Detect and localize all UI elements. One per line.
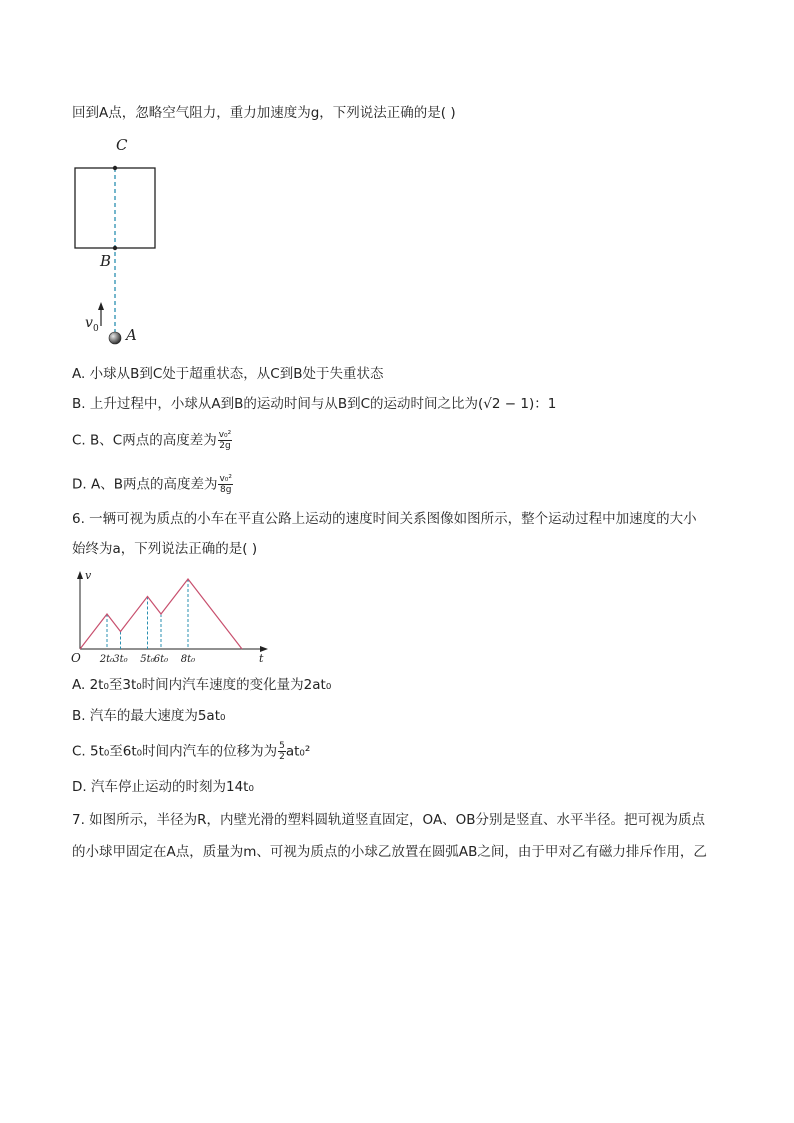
q5-option-c [72, 430, 232, 451]
q5-option-a: A. 小球从B到C处于超重状态，从C到B处于失重状态 [72, 366, 384, 382]
label-a: A [126, 326, 137, 344]
q6-option-d: D. 汽车停止运动的时刻为14t₀ [72, 779, 254, 795]
q7-line2: 的小球甲固定在A点，质量为m、可视为质点的小球乙放置在圆弧AB之间，由于甲对乙有磁力排斥作用，乙 [72, 844, 707, 860]
q5-option-d-text: D. A、B两点的高度差为 [72, 476, 218, 493]
q5-figure [70, 130, 170, 350]
label-v-sub: 0 [93, 324, 99, 334]
x-tick-label: 6t₀ [153, 654, 169, 665]
q5-option-c-text: C. B、C两点的高度差为 [72, 432, 217, 449]
velocity-arrow-head [98, 302, 104, 310]
q7-line1: 7. 如图所示，半径为R，内壁光滑的塑料圆轨道竖直固定，OA、OB分别是竖直、水平半径。把可视为质点 [72, 812, 706, 828]
velocity-series-line [80, 579, 242, 649]
q5-option-d [72, 474, 233, 495]
q6-option-a: A. 2t₀至3t₀时间内汽车速度的变化量为2at₀ [72, 677, 332, 693]
x-tick-labels [99, 654, 195, 665]
origin-label: O [71, 651, 81, 665]
y-axis-arrow [77, 571, 83, 579]
q6-option-c [72, 741, 310, 762]
q5-stem: 回到A点，忽略空气阻力，重力加速度为g，下列说法正确的是( ) [72, 105, 456, 121]
q6-option-c-text: C. 5t₀至6t₀时间内汽车的位移为为 [72, 743, 278, 760]
q6-stem-line1: 6. 一辆可视为质点的小车在平直公路上运动的速度时间关系图像如图所示，整个运动过程中加速度的大小 [72, 511, 697, 527]
x-tick-label: 5t₀ [140, 654, 155, 665]
q5-option-d-fraction: $\frac{\text{v₀²}}{8g}$ [219, 474, 233, 495]
q5-option-b: B. 上升过程中，小球从A到B的运动时间与从B到C的运动时间之比为(√2 − 1)：1 [72, 396, 557, 412]
vt-chart [66, 565, 276, 670]
point-b [113, 246, 117, 250]
q6-stem-line2: 始终为a，下列说法正确的是( ) [72, 541, 258, 557]
x-tick-label: 8t₀ [180, 654, 196, 665]
x-tick-label: 3t₀ [113, 654, 128, 665]
y-axis-label: v [85, 569, 92, 582]
x-axis-label: t [259, 652, 264, 665]
label-c: C [116, 136, 128, 154]
box [75, 168, 155, 248]
label-b: B [100, 252, 112, 270]
q6-option-c-tail: at₀² [285, 743, 311, 760]
q6-option-c-fraction: $\frac{5}{2}$ [279, 741, 285, 762]
q5-option-c-fraction: $\frac{\text{v₀²}}{2g}$ [218, 430, 232, 451]
ball [109, 332, 121, 344]
guide-lines [107, 579, 188, 649]
q6-option-b: B. 汽车的最大速度为5at₀ [72, 708, 226, 724]
label-v: v [85, 315, 93, 331]
point-c [113, 166, 117, 170]
x-tick-label: 2t₀ [99, 654, 115, 665]
